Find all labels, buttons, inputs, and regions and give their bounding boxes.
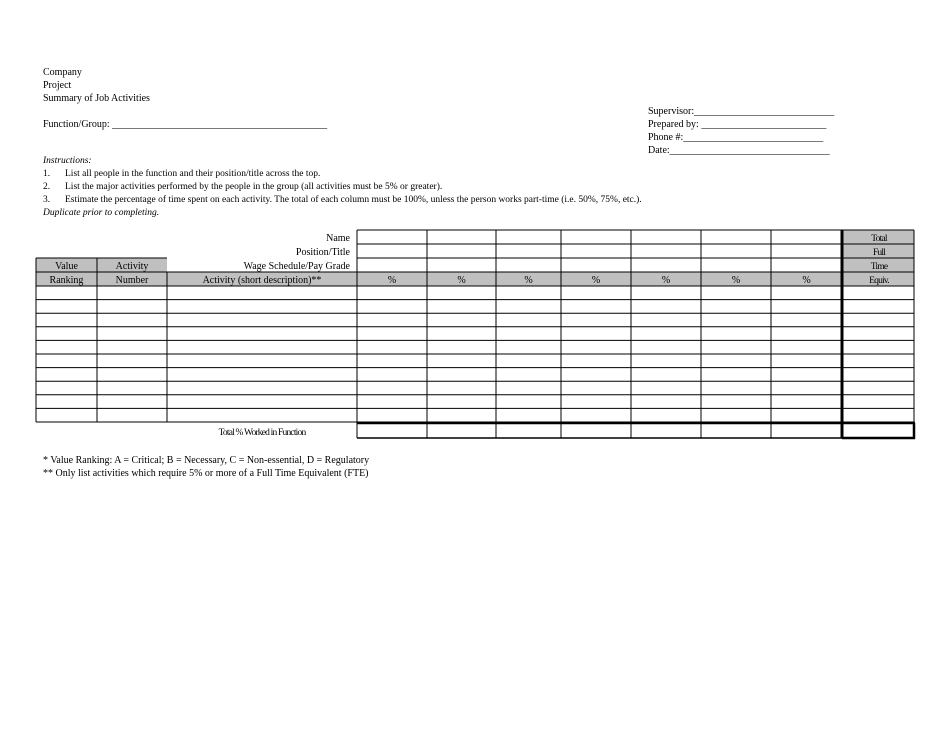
footnote-activities: ** Only list activities which require 5% or more of a Full Time Equivalent (FTE): [43, 468, 369, 479]
percent-input-cell[interactable]: [631, 368, 701, 382]
person-header-input-cell[interactable]: [496, 230, 561, 244]
value-ranking-header: Value: [55, 261, 78, 272]
instruction-number: 2.: [43, 182, 51, 192]
percent-input-cell[interactable]: [561, 313, 631, 327]
percent-input-cell[interactable]: [631, 408, 701, 422]
person-header-input-cell[interactable]: [357, 230, 427, 244]
percent-input-cell[interactable]: [357, 354, 427, 368]
percent-input-cell[interactable]: [771, 340, 842, 354]
instruction-text: Estimate the percentage of time spent on each activity. The total of each column must be 100%, unless the person works part-time (i.e. 50%, 75%, etc.).: [65, 195, 642, 205]
percent-column-header: %: [457, 275, 466, 286]
percent-input-cell[interactable]: [701, 340, 771, 354]
value-ranking-input-cell[interactable]: [36, 340, 97, 354]
percent-column-header: %: [731, 275, 741, 286]
fte-input-cell[interactable]: [842, 354, 914, 368]
activity-description-input-cell[interactable]: [167, 381, 357, 395]
percent-input-cell[interactable]: [496, 286, 561, 300]
percent-column-header: %: [802, 275, 811, 286]
person-header-input-cell[interactable]: [631, 230, 701, 244]
percent-input-cell[interactable]: [771, 395, 842, 409]
activity-description-input-cell[interactable]: [167, 408, 357, 422]
percent-input-cell[interactable]: [631, 313, 701, 327]
position-title-row-label: Position/Title: [295, 247, 350, 258]
person-header-input-cell[interactable]: [631, 258, 701, 272]
fte-input-cell[interactable]: [842, 368, 914, 382]
value-ranking-input-cell[interactable]: [36, 300, 97, 314]
value-ranking-input-cell[interactable]: [36, 395, 97, 409]
percent-input-cell[interactable]: [701, 313, 771, 327]
percent-input-cell[interactable]: [561, 381, 631, 395]
activity-number-header: Activity: [115, 261, 149, 272]
percent-input-cell[interactable]: [771, 408, 842, 422]
activity-description-input-cell[interactable]: [167, 395, 357, 409]
percent-input-cell[interactable]: [771, 368, 842, 382]
value-ranking-input-cell[interactable]: [36, 354, 97, 368]
percent-input-cell[interactable]: [357, 368, 427, 382]
value-ranking-input-cell[interactable]: [36, 313, 97, 327]
activity-number-input-cell[interactable]: [97, 381, 167, 395]
column-total-input-cell[interactable]: [701, 423, 771, 438]
instruction-number: 1.: [43, 169, 51, 179]
person-header-input-cell[interactable]: [701, 244, 771, 258]
person-header-input-cell[interactable]: [701, 258, 771, 272]
percent-input-cell[interactable]: [427, 340, 496, 354]
activity-number-input-cell[interactable]: [97, 340, 167, 354]
percent-input-cell[interactable]: [427, 368, 496, 382]
prepared-by-field[interactable]: Prepared by: _________________________: [648, 119, 827, 130]
activity-number-input-cell[interactable]: [97, 300, 167, 314]
value-ranking-input-cell[interactable]: [36, 381, 97, 395]
column-total-input-cell[interactable]: [357, 423, 427, 438]
fte-input-cell[interactable]: [842, 327, 914, 341]
percent-input-cell[interactable]: [631, 354, 701, 368]
percent-input-cell[interactable]: [561, 368, 631, 382]
fte-input-cell[interactable]: [842, 313, 914, 327]
person-header-input-cell[interactable]: [357, 258, 427, 272]
activity-description-input-cell[interactable]: [167, 286, 357, 300]
percent-input-cell[interactable]: [561, 300, 631, 314]
column-total-input-cell[interactable]: [631, 423, 701, 438]
percent-input-cell[interactable]: [496, 327, 561, 341]
percent-input-cell[interactable]: [496, 368, 561, 382]
percent-input-cell[interactable]: [701, 354, 771, 368]
person-header-input-cell[interactable]: [771, 230, 842, 244]
percent-input-cell[interactable]: [561, 327, 631, 341]
activity-description-input-cell[interactable]: [167, 313, 357, 327]
percent-input-cell[interactable]: [771, 327, 842, 341]
percent-input-cell[interactable]: [357, 381, 427, 395]
activity-description-header: Activity (short description)**: [202, 275, 322, 286]
percent-input-cell[interactable]: [496, 381, 561, 395]
instruction-text: List the major activities performed by the people in the group (all activities must be 5% or greater).: [65, 182, 443, 192]
activity-description-input-cell[interactable]: [167, 340, 357, 354]
activity-number-input-cell[interactable]: [97, 313, 167, 327]
column-total-input-cell[interactable]: [771, 423, 842, 438]
person-header-input-cell[interactable]: [427, 258, 496, 272]
instructions-title: Instructions:: [43, 156, 92, 166]
percent-input-cell[interactable]: [701, 381, 771, 395]
activity-description-input-cell[interactable]: [167, 368, 357, 382]
percent-input-cell[interactable]: [427, 381, 496, 395]
supervisor-field[interactable]: Supervisor:____________________________: [648, 106, 835, 117]
phone-field[interactable]: Phone #:____________________________: [648, 132, 824, 143]
company-label: Company: [43, 67, 82, 78]
percent-input-cell[interactable]: [357, 408, 427, 422]
column-total-input-cell[interactable]: [561, 423, 631, 438]
percent-input-cell[interactable]: [631, 327, 701, 341]
person-header-input-cell[interactable]: [561, 230, 631, 244]
instruction-number: 3.: [43, 195, 51, 205]
fte-input-cell[interactable]: [842, 381, 914, 395]
activity-number-input-cell[interactable]: [97, 408, 167, 422]
date-field[interactable]: Date:________________________________: [648, 145, 830, 156]
fte-input-cell[interactable]: [842, 408, 914, 422]
percent-input-cell[interactable]: [561, 340, 631, 354]
percent-input-cell[interactable]: [427, 408, 496, 422]
activity-number-input-cell[interactable]: [97, 368, 167, 382]
percent-input-cell[interactable]: [357, 313, 427, 327]
fte-column-header: Equiv.: [869, 276, 889, 286]
summary-title: Summary of Job Activities: [43, 93, 150, 104]
percent-input-cell[interactable]: [631, 395, 701, 409]
person-header-input-cell[interactable]: [427, 244, 496, 258]
person-header-input-cell[interactable]: [496, 244, 561, 258]
percent-input-cell[interactable]: [561, 354, 631, 368]
percent-column-header: %: [591, 275, 601, 286]
percent-input-cell[interactable]: [631, 300, 701, 314]
fte-input-cell[interactable]: [842, 395, 914, 409]
activity-number-input-cell[interactable]: [97, 327, 167, 341]
percent-column-header: %: [524, 275, 533, 286]
percent-input-cell[interactable]: [496, 300, 561, 314]
fte-column-header: Time: [870, 262, 888, 272]
percent-column-header: %: [661, 275, 671, 286]
column-total-input-cell[interactable]: [496, 423, 561, 438]
percent-input-cell[interactable]: [561, 395, 631, 409]
percent-input-cell[interactable]: [496, 395, 561, 409]
fte-column-header: Full: [872, 248, 886, 258]
percent-input-cell[interactable]: [771, 381, 842, 395]
percent-input-cell[interactable]: [427, 313, 496, 327]
person-header-input-cell[interactable]: [561, 244, 631, 258]
percent-input-cell[interactable]: [561, 408, 631, 422]
percent-input-cell[interactable]: [427, 354, 496, 368]
person-header-input-cell[interactable]: [771, 244, 842, 258]
percent-input-cell[interactable]: [771, 300, 842, 314]
fte-input-cell[interactable]: [842, 300, 914, 314]
percent-input-cell[interactable]: [771, 354, 842, 368]
person-header-input-cell[interactable]: [771, 258, 842, 272]
percent-input-cell[interactable]: [357, 395, 427, 409]
percent-input-cell[interactable]: [357, 327, 427, 341]
wage-schedule-row-label: Wage Schedule/Pay Grade: [243, 261, 350, 272]
function-group-field[interactable]: Function/Group: ___________________________________________: [43, 119, 328, 130]
percent-input-cell[interactable]: [427, 327, 496, 341]
value-ranking-input-cell[interactable]: [36, 368, 97, 382]
percent-input-cell[interactable]: [701, 368, 771, 382]
percent-input-cell[interactable]: [771, 286, 842, 300]
person-header-input-cell[interactable]: [496, 258, 561, 272]
footnote-value-ranking: * Value Ranking: A = Critical; B = Necessary, C = Non-essential, D = Regulatory: [43, 455, 370, 466]
person-header-input-cell[interactable]: [701, 230, 771, 244]
percent-input-cell[interactable]: [427, 395, 496, 409]
activity-number-header: Number: [115, 275, 149, 286]
percent-input-cell[interactable]: [357, 300, 427, 314]
activity-number-input-cell[interactable]: [97, 354, 167, 368]
total-worked-label: Total % Worked in Function: [218, 428, 306, 438]
instruction-text: List all people in the function and their position/title across the top.: [65, 169, 321, 179]
person-header-input-cell[interactable]: [561, 258, 631, 272]
fte-total-input-cell[interactable]: [842, 423, 914, 438]
person-header-input-cell[interactable]: [427, 230, 496, 244]
column-total-input-cell[interactable]: [427, 423, 496, 438]
percent-input-cell[interactable]: [701, 327, 771, 341]
percent-input-cell[interactable]: [701, 286, 771, 300]
percent-column-header: %: [387, 275, 397, 286]
activity-description-input-cell[interactable]: [167, 300, 357, 314]
percent-input-cell[interactable]: [496, 313, 561, 327]
percent-input-cell[interactable]: [496, 340, 561, 354]
project-label: Project: [43, 80, 72, 91]
percent-input-cell[interactable]: [427, 300, 496, 314]
percent-input-cell[interactable]: [631, 286, 701, 300]
activity-number-input-cell[interactable]: [97, 395, 167, 409]
percent-input-cell[interactable]: [701, 395, 771, 409]
percent-input-cell[interactable]: [357, 340, 427, 354]
percent-input-cell[interactable]: [496, 354, 561, 368]
fte-column-header: Total: [871, 234, 887, 244]
percent-input-cell[interactable]: [631, 381, 701, 395]
value-ranking-input-cell[interactable]: [36, 408, 97, 422]
percent-input-cell[interactable]: [631, 340, 701, 354]
instructions-note: Duplicate prior to completing.: [43, 208, 160, 218]
percent-input-cell[interactable]: [561, 286, 631, 300]
fte-input-cell[interactable]: [842, 286, 914, 300]
value-ranking-header: Ranking: [49, 275, 84, 286]
percent-input-cell[interactable]: [701, 408, 771, 422]
person-header-input-cell[interactable]: [357, 244, 427, 258]
value-ranking-input-cell[interactable]: [36, 286, 97, 300]
name-row-label: Name: [326, 233, 350, 244]
activity-description-input-cell[interactable]: [167, 354, 357, 368]
percent-input-cell[interactable]: [496, 408, 561, 422]
percent-input-cell[interactable]: [701, 300, 771, 314]
value-ranking-input-cell[interactable]: [36, 327, 97, 341]
activity-number-input-cell[interactable]: [97, 286, 167, 300]
fte-input-cell[interactable]: [842, 340, 914, 354]
percent-input-cell[interactable]: [771, 313, 842, 327]
percent-input-cell[interactable]: [357, 286, 427, 300]
activity-description-input-cell[interactable]: [167, 327, 357, 341]
percent-input-cell[interactable]: [427, 286, 496, 300]
person-header-input-cell[interactable]: [631, 244, 701, 258]
